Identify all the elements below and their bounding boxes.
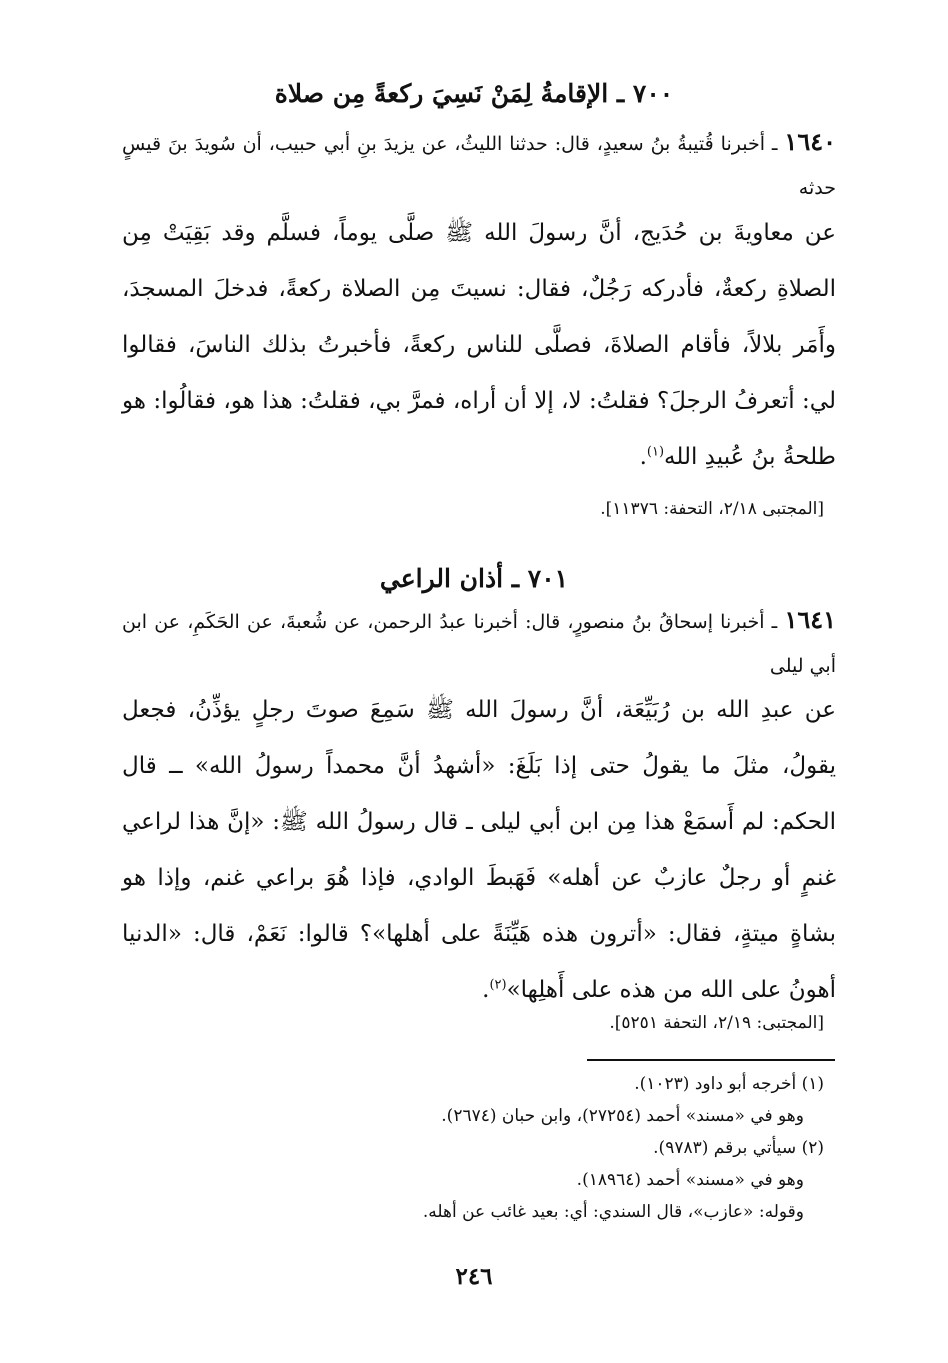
footnote-marker-1[interactable]: (١) — [646, 444, 665, 460]
chapter-700-title: ٧٠٠ ـ الإقامةُ لِمَنْ نَسِيَ ركعةً مِن صلاة — [274, 79, 674, 108]
hadith-1641-isnad-paragraph — [122, 598, 836, 688]
chapter-701-title: ٧٠١ ـ أذان الراعي — [379, 564, 569, 593]
hadith-1640-matn-paragraph — [122, 205, 836, 485]
footnote-divider — [587, 1059, 835, 1061]
hadith-1641-number: ١٦٤١ — [784, 605, 836, 634]
hadith-1641-matn: عن عبدِ الله بن رُبَيِّعَة، أنَّ رسولَ الله ﷺ سَمِعَ صوتَ رجلٍ يؤذِّنُ، فجعل يقولُ، مثلَ ما يقولُ حتى إذا بَلَغَ: «أشهدُ أنَّ محمداً رسولُ الله» ــ قال الحكم: لم أَسمَعْ هذا مِن ابن أبي ليلى ـ قال رسولُ الله ﷺ: «إنَّ هذا لراعي غنمٍ أو رجلٌ عازبٌ عن أهله» فَهَبطَ الوادي، فإذا هُوَ براعي غنم، وإذا هو بشاةٍ ميتةٍ، فقال: «أترون هذه هَيِّنَةً على أهلها»؟ قالوا: نَعَمْ، قال: «الدنيا أهونُ على الله من هذه على أَهلِها» — [122, 697, 836, 1003]
footnotes-list — [300, 1068, 824, 1228]
footnote-item: وهو في «مسند» أحمد (١٨٩٦٤). — [576, 1170, 804, 1190]
hadith-1640-isnad: ـ أخبرنا قُتيبةُ بنُ سعيدٍ، قال: حدثنا الليثُ، عن يزيدَ بنِ أبي حبيب، أن سُويدَ بنَ قيسٍ حدثه — [122, 133, 836, 199]
footnote-marker-2[interactable]: (٢) — [489, 977, 507, 993]
hadith-1640-number: ١٦٤٠ — [784, 127, 836, 156]
hadith-1641-isnad: ـ أخبرنا إسحاقُ بنُ منصورٍ، قال: أخبرنا عبدُ الرحمن، عن شُعبةَ، عن الحَكَمِ، عن ابن أبي ليلى — [122, 611, 836, 677]
hadith-1641-reference: [المجتبى: ٢/١٩، التحفة ٥٢٥١]. — [609, 1013, 824, 1033]
hadith-1641-matn-paragraph — [122, 682, 836, 1018]
footnote-item: (٢) سيأتي برقم (٩٧٨٣). — [653, 1138, 824, 1158]
hadith-1640-isnad-paragraph — [122, 120, 836, 210]
hadith-1640-reference: [المجتبى ٢/١٨، التحفة: ١١٣٧٦]. — [600, 499, 824, 519]
hadith-1640-ending: . — [639, 444, 647, 470]
hadith-1640-matn: عن معاويةَ بن حُدَيج، أنَّ رسولَ الله ﷺ صلَّى يوماً، فسلَّم وقد بَقِيَتْ مِن الصلاةِ ركعةٌ، فأدركه رَجُلٌ، فقال: نسيتَ مِن الصلاة ركعةً، فدخلَ المسجدَ، وأَمَر بلالاً، فأقام الصلاةَ، فصلَّى للناس ركعةً، فأخبرتُ بذلك الناسَ، فقالوا لي: أتعرفُ الرجلَ؟ فقلتُ: لا، إلا أن أراه، فمرَّ بي، فقلتُ: هذا هو، فقالُوا: هو طلحةُ بنُ عُبيدِ الله — [122, 220, 836, 470]
page-number: ٢٤٦ — [455, 1263, 493, 1290]
hadith-1641-ending: . — [482, 977, 490, 1003]
footnote-item: وهو في «مسند» أحمد (٢٧٢٥٤)، وابن حبان (٢٦٧٤). — [441, 1106, 804, 1126]
footnote-item: (١) أخرجه أبو داود (١٠٢٣). — [634, 1074, 824, 1094]
footnote-item: وقوله: «عازب»، قال السندي: أي: بعيد غائب عن أهله. — [422, 1202, 804, 1222]
